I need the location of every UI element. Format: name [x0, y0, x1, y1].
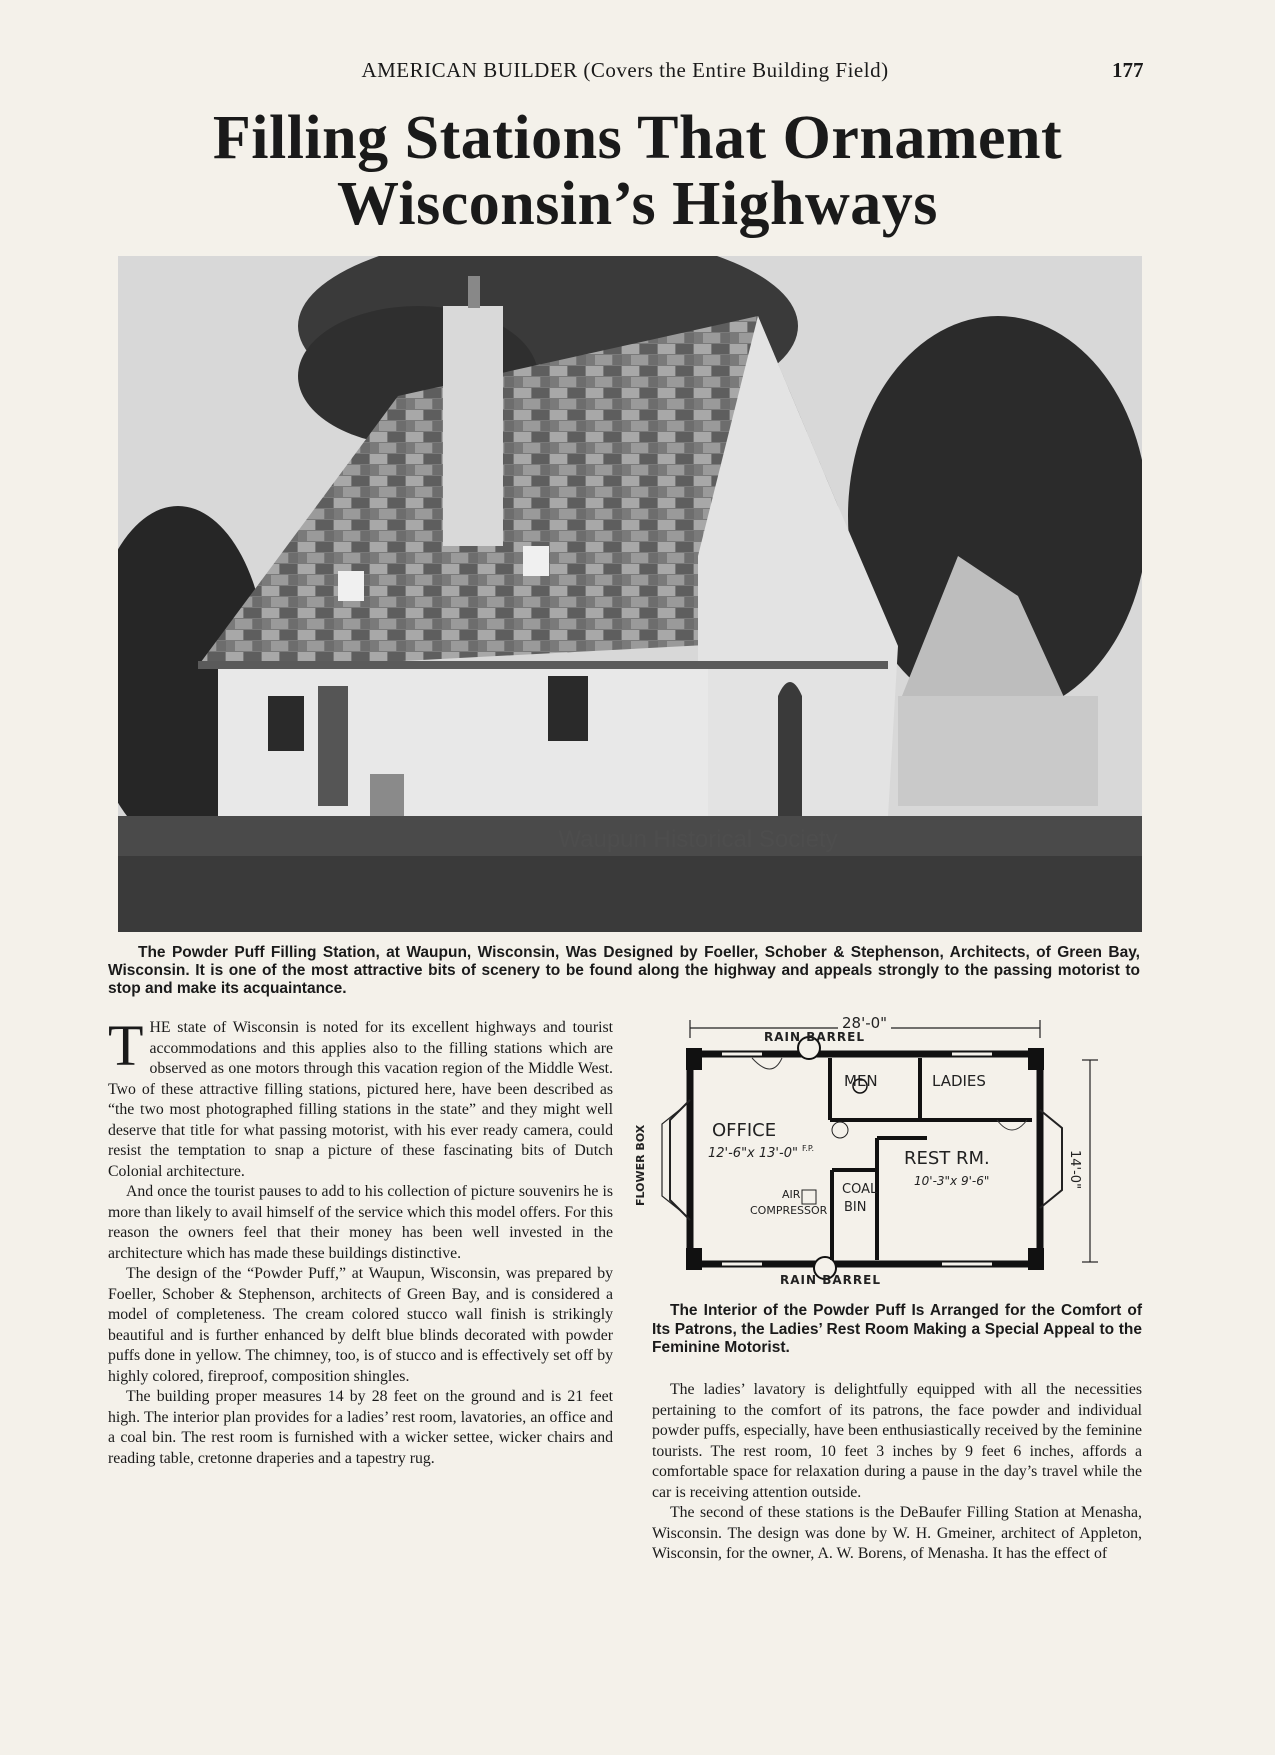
ladies-label: LADIES	[932, 1072, 986, 1090]
office-label: OFFICE	[712, 1120, 777, 1141]
depth-dimension: 14'-0"	[1067, 1150, 1082, 1190]
paragraph-2: And once the tourist pauses to add to his collection of picture souvenirs he is more than likely to avail himself of the service which this model offers. For this reason the owners feel that their money has been well invested in the architecture which has made these buildings distinctive.	[108, 1183, 613, 1262]
air-compressor-label-2: COMPRESSOR	[750, 1204, 828, 1217]
right-paragraph-2: The second of these stations is the DeBaufer Filling Station at Menasha, Wisconsin. The design was done by W. H. Gmeiner, architect of Appleton, Wisconsin, for the owner, A. W. Borens, of Menasha. It has the effect of	[652, 1504, 1142, 1562]
fireplace-mark: F.P.	[802, 1144, 814, 1153]
width-dimension: 28'-0"	[838, 1014, 891, 1032]
paragraph-4: The building proper measures 14 by 28 feet on the ground and is 21 feet high. The interior plan provides for a ladies’ rest room, lavatories, an office and a coal bin. The rest room is furnished with a wicker settee, wicker chairs and reading table, cretonne draperies and a tapestry rug.	[108, 1388, 613, 1467]
article-title	[60, 105, 1215, 237]
flower-box-label: FLOWER BOX	[634, 1124, 647, 1206]
paragraph-1-text: HE state of Wisconsin is noted for its excellent highways and tourist accommodations and this applies also to the filling stations which are observed as one motors through this vacation region of the Middle West. Two of these attractive filling stations, pictured here, have been described as “the two most photographed filling stations in the state” and they might well deserve that title for what passing motorist, with his ever ready camera, could resist the temptation to snap a picture of these fascinating bits of Dutch Colonial architecture.	[108, 1019, 613, 1180]
watermark: Waupun Historical Society	[558, 826, 838, 853]
right-paragraph-1: The ladies’ lavatory is delightfully equipped with all the necessities pertaining to the comfort of its patrons, the face powder and individual powder puffs, especially, have been enthusiastically received by the feminine tourists. The rest room, 10 feet 3 inches by 9 feet 6 inches, affords a comfortable space for relaxation during a pause in the day’s travel while the car is receiving attention outside.	[652, 1381, 1142, 1501]
rain-barrel-top-label: RAIN BARREL	[764, 1030, 865, 1044]
air-compressor-label-1: AIR	[782, 1188, 801, 1201]
drop-cap: T	[108, 1013, 144, 1078]
title-line-1: Filling Stations That Ornament	[212, 104, 1063, 172]
page-header	[0, 58, 1275, 92]
floor-plan	[634, 1010, 1142, 1300]
rest-room-label: REST RM.	[904, 1148, 990, 1169]
men-label: MEN	[844, 1072, 878, 1090]
paragraph-3: The design of the “Powder Puff,” at Waupun, Wisconsin, was prepared by Foeller, Schober & Stephenson, architects of Green Bay, and is considered a model of completeness. The cream colored stucco wall finish is strikingly beautiful and is further enhanced by delft blue blinds decorated with powder puffs done in yellow. The chimney, too, is of stucco and is effectively set off by highly colored, fireproof, composition shingles.	[108, 1265, 613, 1385]
office-dimensions: 12'-6"x 13'-0"	[708, 1146, 798, 1161]
rest-room-dimensions: 10'-3"x 9'-6"	[914, 1174, 990, 1188]
page-number: 177	[1112, 58, 1144, 82]
left-column	[108, 1013, 613, 1469]
plan-caption: The Interior of the Powder Puff Is Arranged for the Comfort of Its Patrons, the Ladies’ Rest Room Making a Special Appeal to the Feminine Motorist.	[652, 1302, 1142, 1356]
running-head: AMERICAN BUILDER (Covers the Entire Building Field)	[361, 58, 889, 82]
rain-barrel-bottom-label: RAIN BARREL	[780, 1273, 881, 1287]
coal-bin-label-1: COAL	[842, 1182, 878, 1197]
coal-bin-label-2: BIN	[844, 1200, 867, 1215]
right-column	[652, 1380, 1142, 1565]
station-photo	[118, 256, 1142, 932]
title-line-2: Wisconsin’s Highways	[337, 170, 938, 238]
photo-caption: The Powder Puff Filling Station, at Waupun, Wisconsin, Was Designed by Foeller, Schober & Stephenson, Architects, of Green Bay, Wisconsin. It is one of the most attractive bits of scenery to be found along the highway and appeals strongly to the passing motorist to stop and make its acquaintance.	[108, 944, 1140, 997]
paragraph-1	[108, 1013, 613, 1182]
